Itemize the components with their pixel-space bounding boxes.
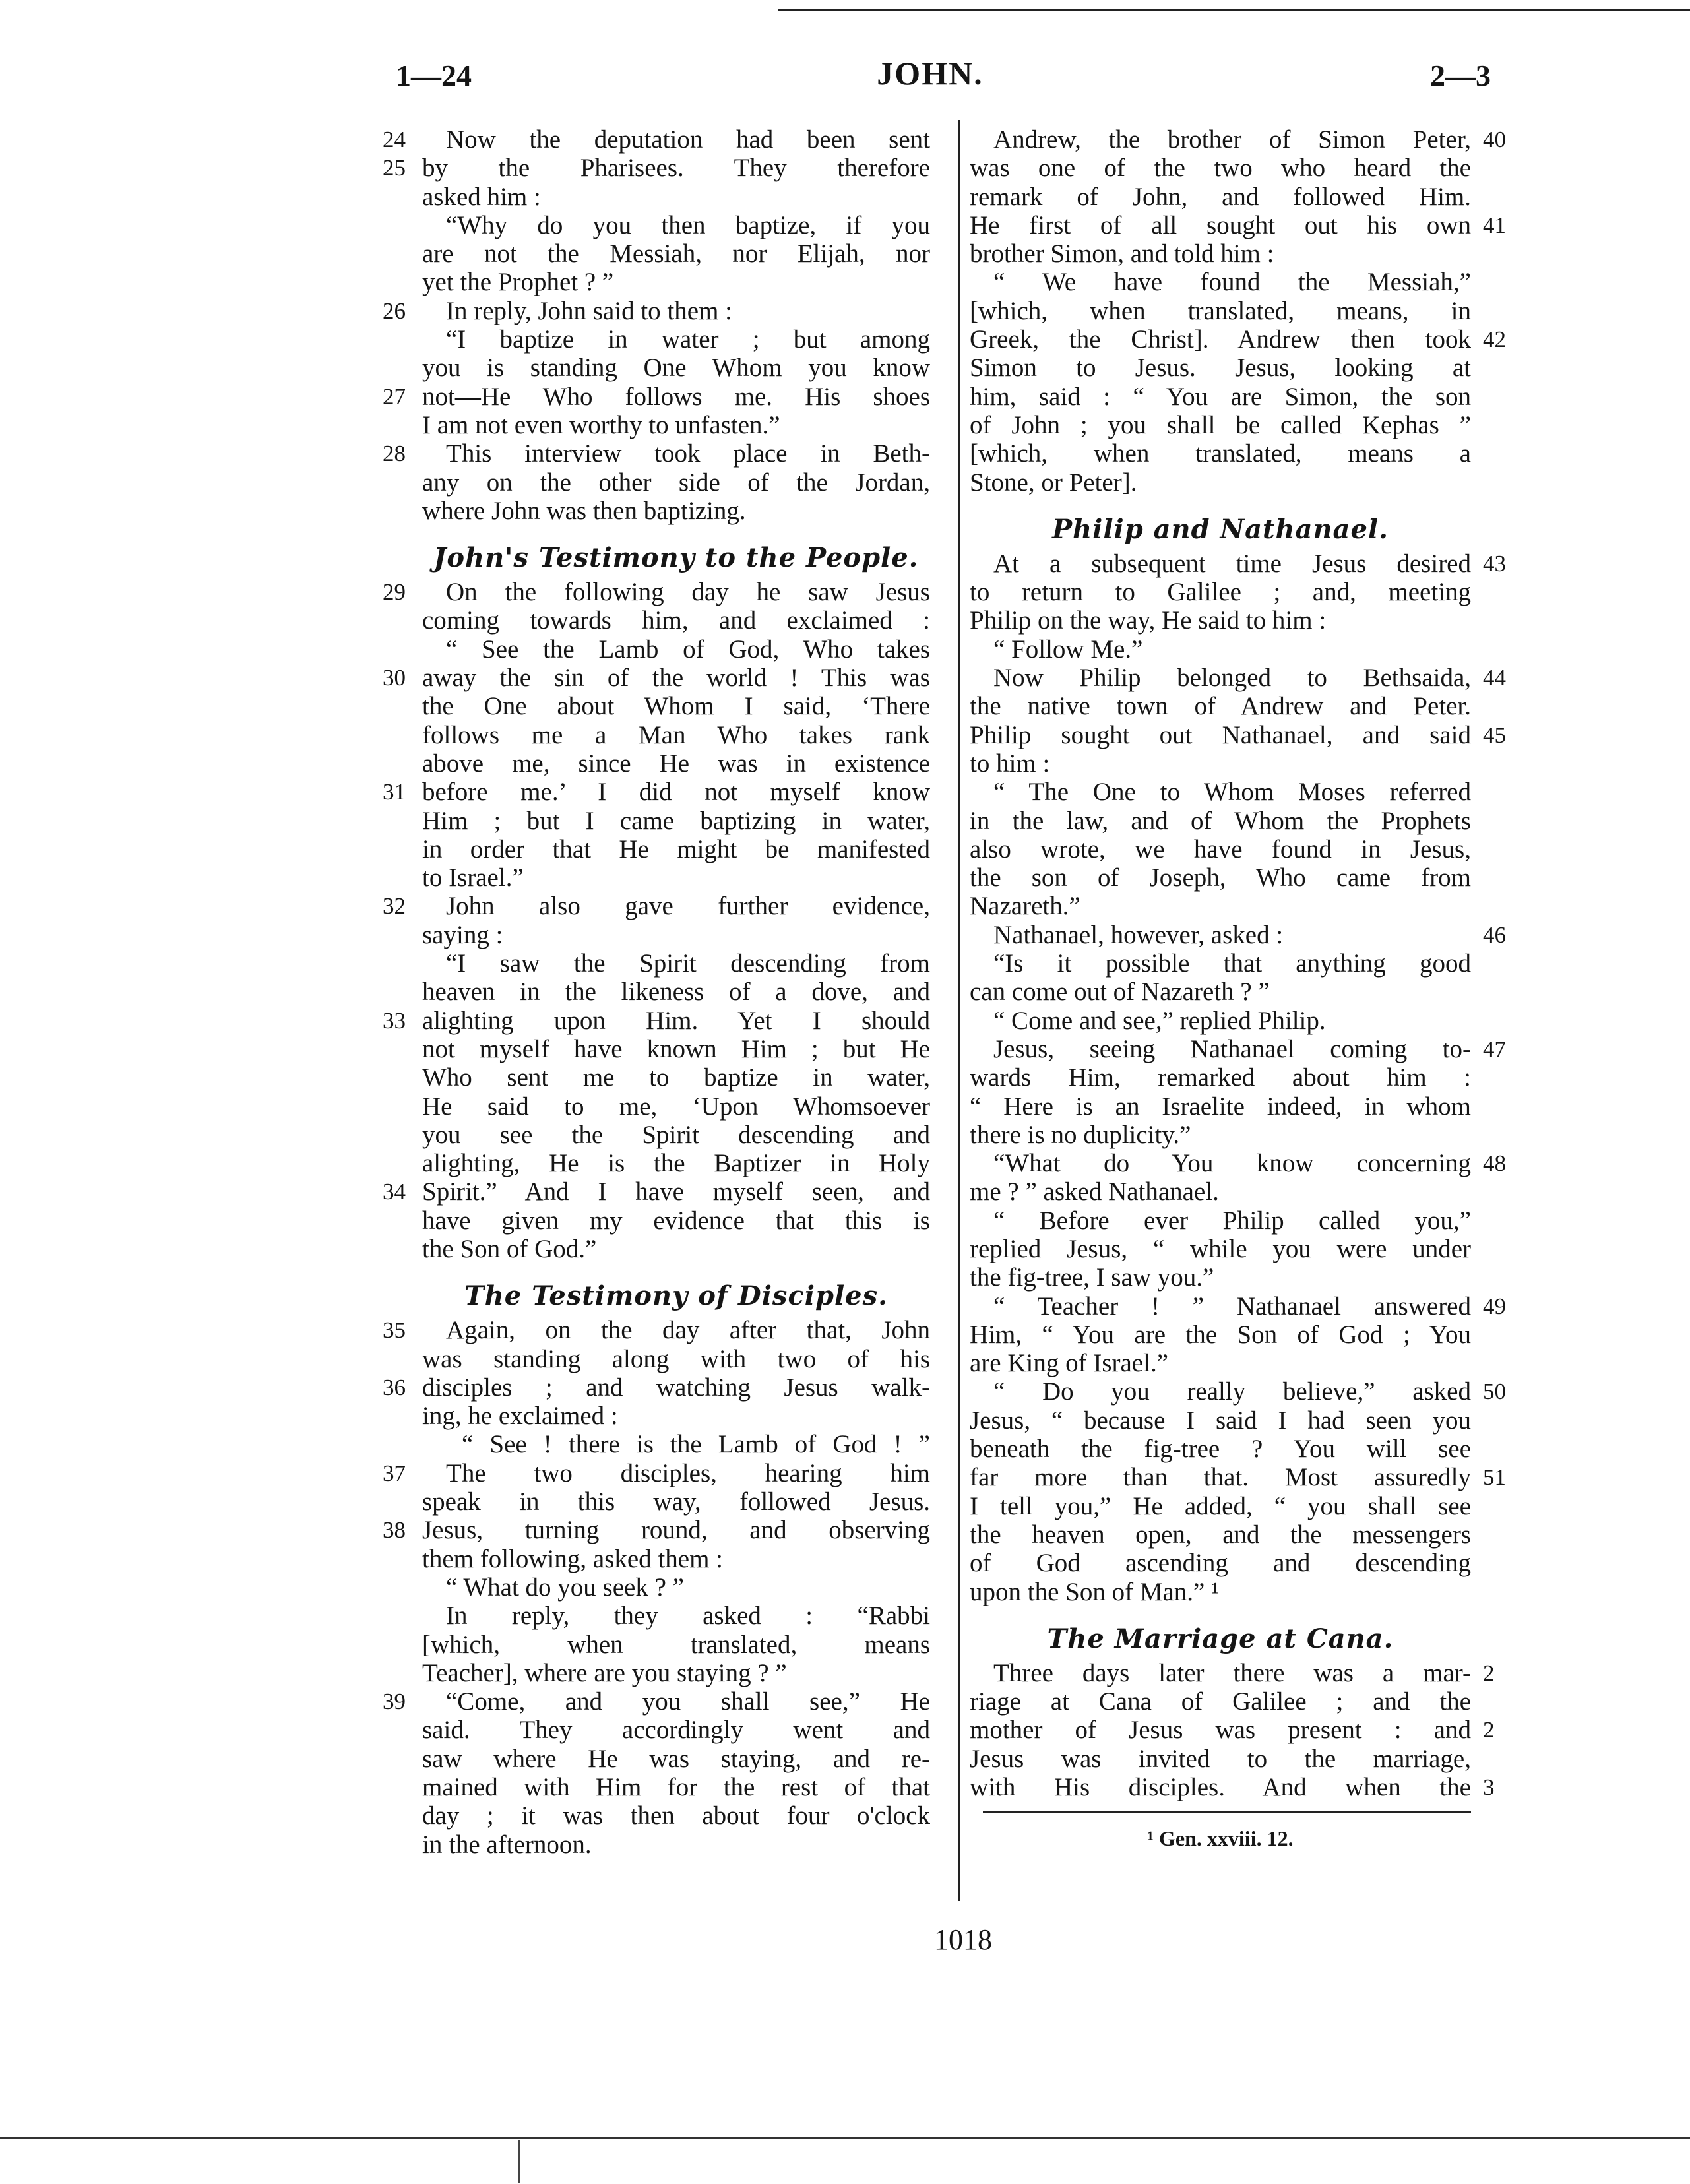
verse-number: 41 (1483, 212, 1506, 238)
text-line (970, 1745, 1471, 1773)
text-line (970, 239, 1471, 268)
verse-text: speak in this way, followed Jesus. (422, 1487, 930, 1516)
verse-text: I tell you,” He added, “ you shall see (970, 1491, 1471, 1520)
verse-number: 31 (383, 779, 406, 805)
text-line (422, 1716, 930, 1744)
verse-text: On the following day he saw Jesus (446, 578, 930, 607)
verse-text: “ Teacher ! ” Nathanael answered (993, 1292, 1471, 1321)
verse-text: you is standing One Whom you know (422, 354, 930, 383)
verse-text: Three days later there was a mar- (993, 1658, 1471, 1687)
text-line (970, 354, 1471, 382)
text-line (970, 297, 1471, 325)
verse-number: 37 (383, 1460, 406, 1486)
text-line (422, 1402, 930, 1430)
header-right-range: 2—3 (1430, 59, 1491, 92)
verse-text: Simon to Jesus. Jesus, looking at (970, 354, 1471, 383)
verse-text: the native town of Andrew and Peter. (970, 692, 1471, 721)
text-line (422, 863, 930, 892)
text-line (970, 1658, 1495, 1687)
verse-text: “I saw the Spirit descending from (446, 949, 930, 978)
text-line (422, 1063, 930, 1092)
verse-text: saying : (422, 920, 503, 949)
text-line (970, 1292, 1506, 1321)
text-line (383, 578, 930, 607)
verse-text: Jesus, “ because I said I had seen you (970, 1406, 1471, 1435)
verse-text: Jesus, turning round, and observing (422, 1516, 930, 1545)
bottom-tick-mark (518, 2140, 520, 2183)
text-line (383, 1316, 930, 1345)
verse-text: “ The One to Whom Moses referred (993, 778, 1471, 807)
verse-number: 36 (383, 1374, 406, 1400)
verse-text: mother of Jesus was present : and (970, 1716, 1471, 1745)
verse-text: Greek, the Christ]. Andrew then took (970, 325, 1471, 354)
top-rule (778, 9, 1690, 11)
verse-number: 30 (383, 665, 406, 691)
verse-number: 46 (1483, 921, 1506, 948)
verse-text: yet the Prophet ? ” (422, 268, 614, 297)
text-line (970, 1435, 1471, 1463)
text-line (970, 1773, 1495, 1802)
verse-text: coming towards him, and exclaimed : (422, 606, 930, 635)
verse-number: 51 (1483, 1464, 1506, 1491)
verse-number: 40 (1483, 127, 1506, 152)
verse-text: said. They accordingly went and (422, 1716, 930, 1745)
verse-text: [which, when translated, means a (970, 439, 1471, 468)
text-line (970, 549, 1506, 578)
verse-text: by the Pharisees. They therefore (422, 154, 930, 183)
footnote: ¹ Gen. xxviii. 12. (1147, 1826, 1294, 1851)
verse-text: not—He Who follows me. His shoes (422, 382, 930, 411)
verse-text: in order that He might be manifested (422, 834, 930, 863)
verse-text: where John was then baptizing. (422, 496, 746, 525)
text-line (970, 210, 1506, 239)
verse-number: 28 (383, 441, 406, 467)
text-line (970, 268, 1471, 296)
text-line (422, 183, 930, 211)
text-line (422, 239, 930, 268)
text-line (970, 863, 1471, 892)
verse-text: “Is it possible that anything good (993, 949, 1471, 978)
text-line (970, 1687, 1471, 1716)
text-line (422, 411, 930, 439)
text-line (383, 892, 930, 921)
page-number: 1018 (934, 1923, 992, 1956)
running-header (369, 54, 1491, 107)
column-divider (958, 120, 960, 1901)
verse-number: 25 (383, 155, 406, 181)
text-line (422, 835, 930, 863)
text-line (970, 1063, 1471, 1092)
text-line (422, 1149, 930, 1177)
verse-text: “ What do you seek ? ” (446, 1573, 684, 1602)
verse-text: to Israel.” (422, 863, 524, 892)
text-line (970, 154, 1471, 182)
verse-text: wards Him, remarked about him : (970, 1063, 1471, 1092)
section-heading: The Testimony of Disciples. (464, 1280, 889, 1312)
verse-text: mained with Him for the rest of that (422, 1773, 930, 1802)
verse-text: have given my evidence that this is (422, 1206, 930, 1235)
verse-text: “ See ! there is the Lamb of God ! ” (462, 1430, 930, 1459)
text-line (970, 1463, 1506, 1492)
text-line (383, 439, 930, 468)
verse-number: 34 (383, 1179, 406, 1205)
verse-number: 3 (1483, 1774, 1495, 1801)
text-line (970, 1121, 1471, 1149)
verse-text: brother Simon, and told him : (970, 239, 1274, 268)
text-line (970, 835, 1471, 863)
verse-number: 35 (383, 1317, 406, 1344)
verse-text: upon the Son of Man.” ¹ (970, 1577, 1219, 1606)
verse-text: them following, asked them : (422, 1544, 724, 1573)
text-line (422, 1573, 930, 1602)
verse-text: Spirit.” And I have myself seen, and (422, 1177, 930, 1206)
verse-text: also wrote, we have found in Jesus, (970, 834, 1471, 863)
text-line (422, 1092, 930, 1121)
verse-text: disciples ; and watching Jesus walk- (422, 1373, 930, 1402)
text-line (970, 1235, 1471, 1263)
text-line (422, 978, 930, 1006)
left-column (383, 125, 930, 1859)
verse-text: In reply, John said to them : (446, 296, 732, 325)
text-line (970, 125, 1506, 154)
verse-number: 43 (1483, 550, 1506, 577)
verse-number: 49 (1483, 1293, 1506, 1319)
verse-number: 42 (1483, 327, 1506, 353)
verse-text: was one of the two who heard the (970, 154, 1471, 183)
text-line (422, 325, 930, 354)
text-line (970, 1377, 1506, 1406)
text-line (383, 1177, 930, 1206)
verse-number: 48 (1483, 1150, 1506, 1177)
text-line (970, 1177, 1471, 1206)
verse-text: “ See the Lamb of God, Who takes (446, 635, 930, 664)
verse-text: Who sent me to baptize in water, (422, 1063, 930, 1092)
right-column (970, 125, 1506, 1854)
text-line (383, 125, 930, 154)
section-heading: The Marriage at Cana. (1047, 1623, 1394, 1654)
text-line (970, 1406, 1471, 1435)
text-line (422, 692, 930, 720)
text-line (970, 635, 1471, 664)
text-line (383, 1687, 930, 1716)
verse-text: before me.’ I did not myself know (422, 778, 930, 807)
verse-text: with His disciples. And when the (970, 1773, 1471, 1802)
verse-text: replied Jesus, “ while you were under (970, 1234, 1471, 1263)
text-line (970, 1716, 1495, 1745)
text-line (970, 664, 1506, 693)
verse-text: follows me a Man Who takes rank (422, 720, 930, 749)
verse-text: beneath the fig-tree ? You will see (970, 1435, 1471, 1464)
verse-text: Jesus, seeing Nathanael coming to- (993, 1034, 1471, 1063)
verse-number: 24 (383, 127, 406, 152)
text-line (970, 1349, 1471, 1377)
header-left-range: 1—24 (396, 59, 472, 92)
text-line (383, 1006, 930, 1035)
text-line (970, 807, 1471, 835)
verse-text: the Son of God.” (422, 1234, 597, 1263)
verse-text: Philip sought out Nathanael, and said (970, 720, 1471, 749)
verse-text: in the afternoon. (422, 1830, 592, 1859)
verse-text: remark of John, and followed Him. (970, 182, 1471, 211)
text-line (970, 978, 1471, 1006)
text-line (970, 1549, 1471, 1577)
verse-text: At a subsequent time Jesus desired (993, 549, 1471, 578)
verse-text: the son of Joseph, Who came from (970, 863, 1471, 892)
text-line (970, 1263, 1471, 1292)
text-line (970, 606, 1471, 635)
verse-text: The two disciples, hearing him (446, 1458, 930, 1487)
verse-text: “ Come and see,” replied Philip. (993, 1006, 1326, 1035)
text-line (970, 439, 1471, 468)
verse-text: heaven in the likeness of a dove, and (422, 978, 930, 1007)
text-line (422, 1830, 930, 1859)
verse-text: of John ; you shall be called Kephas ” (970, 410, 1471, 439)
text-line (970, 1321, 1471, 1349)
verse-number: 38 (383, 1517, 406, 1544)
section-heading: John's Testimony to the People. (433, 542, 919, 574)
bottom-rule (0, 2137, 1690, 2139)
text-line (970, 1149, 1506, 1178)
text-line (970, 720, 1506, 749)
verse-text: of God ascending and descending (970, 1549, 1471, 1578)
verse-text: there is no duplicity.” (970, 1120, 1191, 1149)
verse-text: Jesus was invited to the marriage, (970, 1744, 1471, 1773)
text-line (422, 1206, 930, 1235)
text-line (970, 468, 1471, 497)
verse-text: Stone, or Peter]. (970, 468, 1137, 497)
verse-text: asked him : (422, 182, 541, 211)
text-line (383, 1458, 930, 1487)
text-line (422, 949, 930, 978)
text-line (422, 268, 930, 296)
verse-text: the fig-tree, I saw you.” (970, 1263, 1214, 1292)
text-line (383, 1373, 930, 1402)
text-line (970, 1578, 1471, 1606)
verse-text: In reply, they asked : “Rabbi (446, 1602, 930, 1631)
verse-text: to return to Galilee ; and, meeting (970, 578, 1471, 607)
text-line (422, 749, 930, 778)
verse-text: the One about Whom I said, ‘There (422, 692, 930, 721)
text-line (970, 383, 1471, 411)
text-line (383, 154, 930, 183)
verse-number: 50 (1483, 1379, 1506, 1405)
text-line (970, 183, 1471, 211)
text-line (970, 411, 1471, 439)
text-line (422, 1121, 930, 1149)
text-line (422, 1801, 930, 1830)
verse-number: 44 (1483, 665, 1506, 691)
verse-text: Teacher], where are you staying ? ” (422, 1658, 787, 1687)
verse-text: away the sin of the world ! This was (422, 664, 930, 693)
verse-text: far more than that. Most assuredly (970, 1463, 1471, 1492)
text-line (970, 325, 1506, 354)
text-line (422, 635, 930, 664)
text-line (422, 606, 930, 635)
verse-number: 2 (1483, 1660, 1495, 1686)
text-line (422, 211, 930, 239)
text-line (422, 1745, 930, 1773)
verse-number: 2 (1483, 1717, 1495, 1743)
verse-text: Now the deputation had been sent (446, 125, 930, 154)
verse-text: “ Follow Me.” (993, 635, 1143, 664)
verse-text: Him ; but I came baptizing in water, (422, 806, 930, 835)
verse-text: can come out of Nazareth ? ” (970, 978, 1270, 1007)
text-line (970, 1520, 1471, 1549)
text-line (970, 749, 1471, 778)
verse-text: “Why do you then baptize, if you (446, 210, 930, 239)
text-line (383, 382, 930, 411)
text-line (383, 296, 930, 325)
verse-text: “What do You know concerning (993, 1149, 1471, 1178)
verse-text: “ Do you really believe,” asked (993, 1377, 1471, 1406)
text-line (970, 892, 1471, 920)
verse-text: This interview took place in Beth- (446, 439, 930, 468)
verse-text: Nazareth.” (970, 892, 1080, 921)
text-line (383, 664, 930, 693)
text-line (422, 1773, 930, 1801)
verse-text: [which, when translated, means, in (970, 296, 1471, 325)
text-line (422, 1035, 930, 1063)
verse-text: ing, he exclaimed : (422, 1402, 618, 1431)
verse-text: He said to me, ‘Upon Whomsoever (422, 1092, 930, 1121)
verse-text: you see the Spirit descending and (422, 1120, 930, 1149)
text-line (422, 1659, 930, 1687)
verse-text: in the law, and of Whom the Prophets (970, 806, 1471, 835)
text-line (970, 920, 1506, 949)
verse-text: Now Philip belonged to Bethsaida, (993, 664, 1471, 693)
text-line (970, 1092, 1471, 1121)
text-line (970, 692, 1471, 720)
verse-text: any on the other side of the Jordan, (422, 468, 930, 497)
verse-text: riage at Cana of Galilee ; and the (970, 1687, 1471, 1716)
text-line (383, 1516, 930, 1545)
verse-text: alighting, He is the Baptizer in Holy (422, 1149, 930, 1178)
verse-text: Philip on the way, He said to him : (970, 606, 1327, 635)
text-line (970, 1206, 1471, 1235)
text-line (422, 807, 930, 835)
verse-text: “ Here is an Israelite indeed, in whom (970, 1092, 1471, 1121)
verse-text: Him, “ You are the Son of God ; You (970, 1320, 1471, 1349)
verse-text: “Come, and you shall see,” He (446, 1687, 930, 1716)
verse-text: above me, since He was in existence (422, 749, 930, 778)
section-heading: Philip and Nathanael. (1051, 513, 1389, 545)
text-line (970, 1034, 1506, 1063)
verse-text: “ We have found the Messiah,” (993, 268, 1471, 297)
verse-text: are not the Messiah, nor Elijah, nor (422, 239, 930, 268)
verse-text: “ Before ever Philip called you,” (993, 1206, 1471, 1235)
verse-text: to him : (970, 749, 1050, 778)
verse-number: 33 (383, 1007, 406, 1034)
verse-text: not myself have known Him ; but He (422, 1034, 930, 1063)
verse-text: are King of Israel.” (970, 1349, 1169, 1378)
verse-number: 39 (383, 1689, 406, 1715)
verse-number: 27 (383, 383, 406, 410)
verse-text: me ? ” asked Nathanael. (970, 1177, 1219, 1206)
verse-text: Nathanael, however, asked : (993, 920, 1284, 949)
verse-text: him, said : “ You are Simon, the son (970, 382, 1471, 411)
text-line (970, 578, 1471, 606)
verse-text: He first of all sought out his own (970, 210, 1471, 239)
text-line (970, 949, 1471, 978)
text-line (422, 1545, 930, 1573)
text-line (422, 354, 930, 382)
verse-text: day ; it was then about four o'clock (422, 1801, 930, 1830)
text-line (422, 1430, 930, 1458)
verse-text: Again, on the day after that, John (446, 1316, 930, 1345)
verse-text: I am not even worthy to unfasten.” (422, 410, 780, 439)
verse-number: 45 (1483, 722, 1506, 748)
text-line (422, 721, 930, 749)
verse-text: John also gave further evidence, (446, 892, 930, 921)
verse-number: 47 (1483, 1036, 1506, 1062)
verse-text: alighting upon Him. Yet I should (422, 1006, 930, 1035)
verse-text: saw where He was staying, and re- (422, 1744, 930, 1773)
text-line (422, 1235, 930, 1263)
footnote-rule (983, 1811, 1471, 1813)
verse-number: 26 (383, 297, 406, 324)
text-line (383, 778, 930, 807)
text-line (422, 1345, 930, 1373)
text-line (422, 497, 930, 525)
text-line (422, 1487, 930, 1516)
verse-text: was standing along with two of his (422, 1344, 930, 1373)
text-line (422, 921, 930, 949)
text-line (422, 1602, 930, 1630)
verse-text: the heaven open, and the messengers (970, 1520, 1471, 1549)
verse-text: “I baptize in water ; but among (446, 325, 930, 354)
text-line (970, 1492, 1471, 1520)
verse-text: [which, when translated, means (422, 1630, 930, 1659)
verse-number: 32 (383, 893, 406, 920)
verse-text: Andrew, the brother of Simon Peter, (993, 125, 1471, 154)
text-line (970, 1007, 1471, 1035)
text-line (422, 468, 930, 497)
book-title: JOHN. (877, 55, 984, 92)
text-line (970, 778, 1471, 806)
verse-number: 29 (383, 579, 406, 606)
text-line (422, 1631, 930, 1659)
